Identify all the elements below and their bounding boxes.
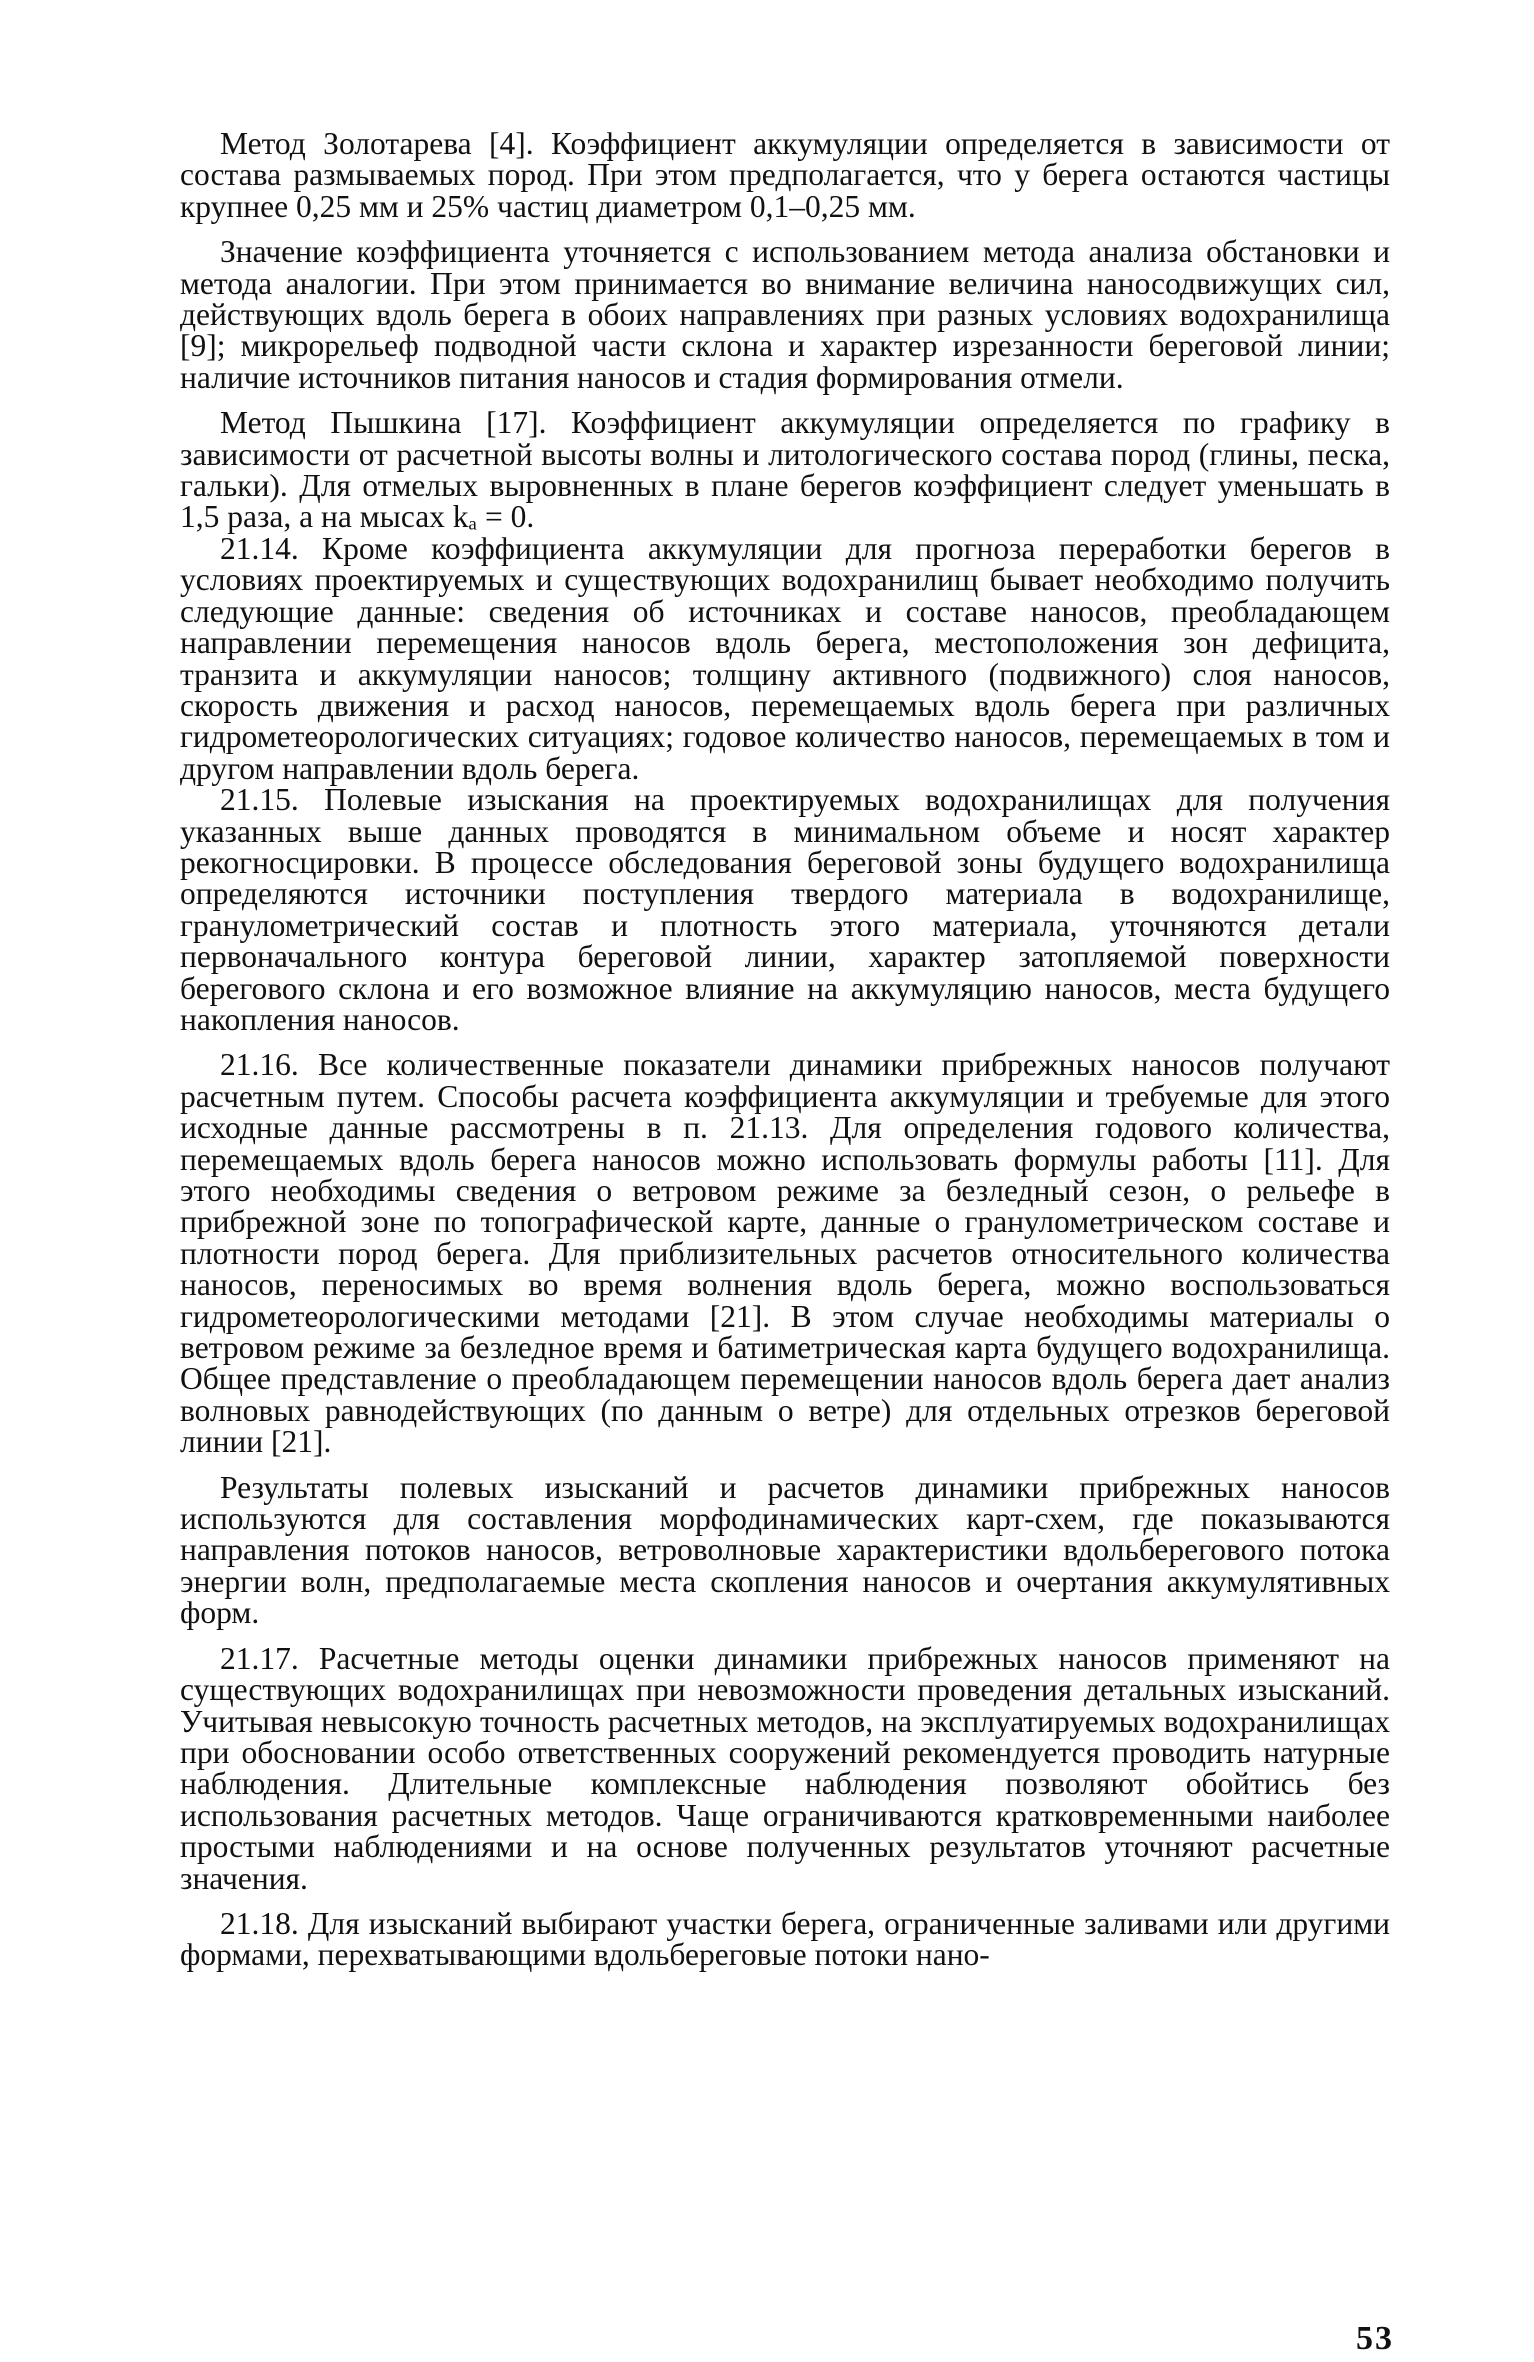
paragraph-21-15: 21.15. Полевые изыскания на проектируемых водохранилищах для получения указанных выше данных проводятся в минимальном объеме и носят характер рекогносцировки. В процессе обследования береговой зоны будущего водохранилища определяются источники поступления твердого материала в водохранилище, гранулометрический состав и плотность этого материала, уточняются детали первоначального контура береговой линии, характер затопляемой поверхности берегового склона и его возможное влияние на аккумуляцию наносов, места будущего накопления наносов. [180, 782, 1390, 1037]
paragraph-pyshkin-method: Метод Пышкина [17]. Коэффициент аккумуляции определяется по графику в зависимости от расчетной высоты волны и литологического состава пород (глины, песка, гальки). Для отмелых выровненных в плане берегов коэффициент следует уменьшать в 1,5 раза, а на мысах kₐ = 0. [180, 405, 1390, 535]
document-page [180, 128, 1390, 1971]
paragraph-21-17: 21.17. Расчетные методы оценки динамики прибрежных наносов применяют на существующих водохранилищах при невозможности проведения детальных изысканий. Учитывая невысокую точность расчетных методов, на эксплуатируемых водохранилищах при обосновании особо ответственных сооружений рекомендуется проводить натурные наблюдения. Длительные комплексные наблюдения позволяют обойтись без использования расчетных методов. Чаще ограничиваются кратковременными наиболее простыми наблюдениями и на основе полученных результатов уточняют расчетные значения. [180, 1640, 1390, 1896]
paragraph-coefficient-refinement: Значение коэффициента уточняется с использованием метода анализа обстановки и метода аналогии. При этом принимается во внимание величина наносодвижущих сил, действующих вдоль берега в обоих направлениях при разных условиях водохранилища [9]; микрорельеф подводной части склона и характер изрезанности береговой линии; наличие источников питания наносов и стадия формирования отмели. [180, 234, 1390, 395]
paragraph-results: Результаты полевых изысканий и расчетов динамики прибрежных наносов используются для составления морфодинамических карт-схем, где показываются направления потоков наносов, ветроволновые характеристики вдольберегового потока энергии волн, предполагаемые места скопления наносов и очертания аккумулятивных форм. [180, 1469, 1390, 1631]
page-number: 53 [1356, 2320, 1394, 2357]
paragraph-zolotarev-method: Метод Золотарева [4]. Коэффициент аккумуляции определяется в зависимости от состава размываемых пород. При этом предполагается, что у берега остаются частицы крупнее 0,25 мм и 25% частиц диаметром 0,1–0,25 мм. [180, 126, 1390, 224]
paragraph-21-16: 21.16. Все количественные показатели динамики прибрежных наносов получают расчетным путем. Способы расчета коэффициента аккумуляции и требуемые для этого исходные данные рассмотрены в п. 21.13. Для определения годового количества, перемещаемых вдоль берега наносов можно использовать формулы работы [11]. Для этого необходимы сведения о ветровом режиме за безледный сезон, о рельефе в прибрежной зоне по топографической карте, данные о гранулометрическом составе и плотности пород берега. Для приблизительных расчетов относительного количества наносов, переносимых во время волнения вдоль берега, можно воспользоваться гидрометеорологическими методами [21]. В этом случае необходимы материалы о ветровом режиме за безледное время и батиметрическая карта будущего водохранилища. Общее представление о преобладающем перемещении наносов вдоль берега дает анализ волновых равнодействующих (по данным о ветре) для отдельных отрезков береговой линии [21]. [180, 1047, 1390, 1460]
paragraph-21-18: 21.18. Для изысканий выбирают участки берега, ограниченные заливами или другими формами, перехватывающими вдольбереговые потоки нано- [180, 1905, 1390, 1973]
paragraph-21-14: 21.14. Кроме коэффициента аккумуляции для прогноза переработки берегов в условиях проектируемых и существующих водохранилищ бывает необходимо получить следующие данные: сведения об источниках и составе наносов, преобладающем направлении перемещения наносов вдоль берега, местоположения зон дефицита, транзита и аккумуляции наносов; толщину активного (подвижного) слоя наносов, скорость движения и расход наносов, перемещаемых вдоль берега при различных гидрометеорологических ситуациях; годовое количество наносов, перемещаемых в том и другом направлении вдоль берега. [180, 530, 1390, 786]
